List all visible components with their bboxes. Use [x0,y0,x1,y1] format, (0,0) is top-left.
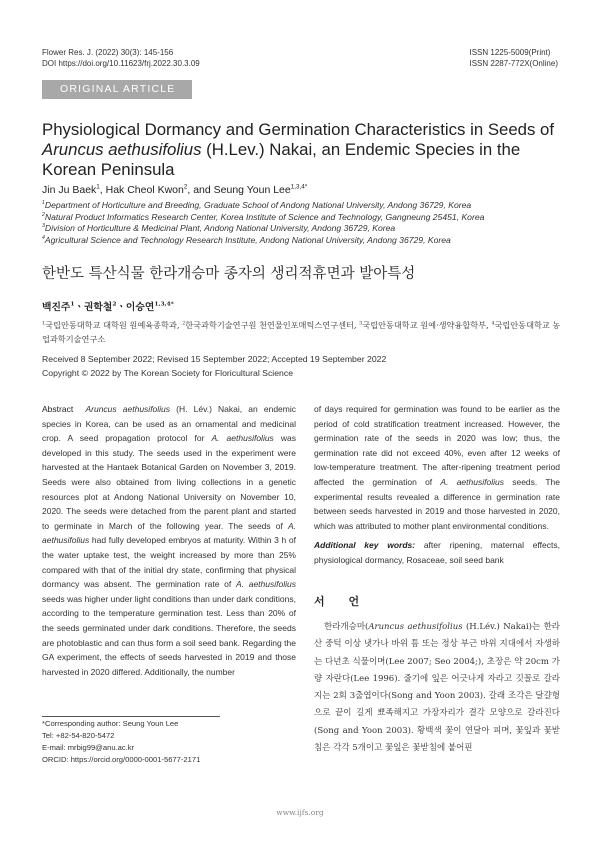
keywords [314,538,560,567]
korean-author-name: ㆍ권학철 [74,302,113,313]
received-revised-accepted: Received 8 September 2022; Revised 15 September 2022; Accepted 19 September 2022 [42,354,387,364]
section-heading-introduction: 서 언 [314,595,370,608]
species-name: A. aethusifolius [440,476,504,487]
title-species: Aruncus aethusifolius [42,140,202,159]
journal-header [42,47,200,69]
abstract-text: was developed in this study. The seeds used in the experiment were harvested at the Hantaek Botanical Garden on November 3, 2019. Seeds were also obtained from living collections in a genetic resources plot at Andong National University on November 10, 2020. The seeds were detached from the parent plant and started to germinate in March of the following year. The seeds of [42,433,296,531]
issn-block [470,47,559,69]
abstract-paragraph-continued [314,402,560,533]
intro-text: (H.Lév.) Nakai)는 한라산 중턱 이상 냇가나 바위 틈 또는 정상 부근 바위 지대에서 자생하는 다년초 식물이며(Lee 2007; Seo 2004;), 초장은 약 20cm 가량 자란다(Lee 1996). 줄기에 잎은 어긋나게 자라고 깃꼴로 갈라지는 2회 3출엽이다(Song and Yoon 2003). 갈래 조각은 달걀형으로 끝이 길게 뾰족해지고 가장자리가 결각 모양으로 갈라진다(Song and Yoon 2003). 황백색 꽃이 연달아 피며, 꽃잎과 꽃받침은 각각 5개이고 꽃잎은 꽃받침에 붙어핀 [314,622,560,754]
copyright-notice: Copyright © 2022 by The Korean Society for Floricultural Science [42,368,294,378]
abstract-left-column [42,402,296,679]
author-list [42,184,307,197]
affiliation-number: 3 [359,320,363,327]
abstract-text: had fully developed embryos at maturity. Within 3 h of the water uptake test, the weight increased by more than 25% compared with that of the initial dry state, confirming that physical dormancy was absent. The germination rate of [42,535,296,590]
journal-citation: Flower Res. J. (2022) 30(3): 145-156 [42,48,174,57]
abstract-paragraph [42,402,296,679]
abstract-text: of days required for germination was found to be earlier as the period of cold stratification treatment increased. However, the germination rate of the seeds in 2020 was low; thus, the germination rate did not exceed 40%, even after 12 weeks of low-temperature treatment. The after-ripening treatment period affected the germination of [314,404,560,487]
affiliation-item [42,223,562,235]
keywords-text: after ripening, maternal effects, physiological dormancy, Rosaceae, soil seed bank [314,540,560,565]
author-name: , Hak Cheol Kwon [99,184,184,196]
author-affil-mark: 1,3,4* [154,300,174,308]
abstract-right-column [314,402,560,568]
title-part-1: Physiological Dormancy and Germination Characteristics in Seeds of [42,120,555,139]
author-affil-mark: 1 [96,183,100,191]
author-affil-mark: 2 [183,183,188,191]
intro-text: 한라개승마( [324,622,369,632]
introduction-paragraph [314,619,560,757]
keywords-label: Additional key words: [314,540,416,551]
author-affil-mark: 2 [112,300,117,308]
korean-author-name: ㆍ이승연 [116,302,155,313]
email-link[interactable]: E-mail: mrbig99@anu.ac.kr [42,743,135,752]
doi-link[interactable]: DOI https://doi.org/10.11623/frj.2022.30.3.09 [42,59,200,68]
abstract-label: Abstract [42,404,74,414]
author-affil-mark: 1,3,4* [290,183,308,191]
article-type-banner: ORIGINAL ARTICLE [42,80,192,99]
affiliation-text: 국립안동대학교 농업과학기술연구소 [42,320,561,344]
author-name: , and Seung Youn Lee [187,184,291,196]
issn-online: ISSN 2287-772X(Online) [469,59,558,68]
affiliation-text: 국립안동대학교 원예·생약융합학부, [362,320,492,330]
footnote-divider [42,716,220,717]
korean-affiliations [42,318,562,346]
title-part-2: (H.Lev.) Nakai, an Endemic Species in the Korean Peninsula [42,140,521,179]
species-name: Aruncus aethusifolius [368,622,463,632]
author-affil-mark: 1 [70,300,75,308]
affiliation-list [42,200,562,246]
species-name: Aruncus aethusifolius [85,404,171,414]
affiliation-item [42,200,562,212]
issn-print: ISSN 1225-5009(Print) [469,48,551,57]
affiliation-text: Division of Horticulture & Medicinal Plant, Andong National University, Andong 36729, Korea [44,223,396,234]
affiliation-number: 1 [42,320,46,327]
affiliation-item [42,212,562,224]
article-dates [42,352,386,380]
species-name: A. aethusifolius [211,433,274,444]
footer-website[interactable]: www.ijfs.org [276,808,324,817]
abstract-text: seeds was higher under light conditions than under dark conditions, according to the temperature germination test. Less than 20% of the seeds germinated under dark conditions. Therefore, the seeds are photoblastic and can thus form a soil seed bank. Regarding the GA experiment, the effects of seeds harvested in 2019 and those harvested in 2020 differed. Additionally, the number [42,593,296,677]
affiliation-text: 국립안동대학교 대학원 원예육종학과, [45,320,183,330]
affiliation-number: 1 [42,200,45,207]
corresponding-author-footnote [42,718,200,766]
species-name: A. aethusifolius [42,520,296,546]
affiliation-text: Department of Horticulture and Breeding, Graduate School of Andong National University, Andong 36729, Korea [44,200,472,210]
article-title [42,120,562,180]
korean-author-list [42,299,174,313]
korean-title: 한반도 특산식물 한라개승마 종자의 생리적휴면과 발아특성 [42,266,416,282]
affiliation-number: 3 [42,223,45,230]
affiliation-text: Agricultural Science and Technology Research Institute, Andong National University, Andong 36729, Korea [44,234,451,245]
abstract-text: (H. Lév.) Nakai, an endemic species in Korea, can be used as an ornamental and medicinal crop. A seed propagation protocol for [42,404,296,444]
species-name: A. aethusifolius [235,579,296,590]
author-name: Jin Ju Baek [42,184,97,196]
affiliation-text: Natural Product Informatics Research Center, Korea Institute of Science and Technology, Gangneung 25451, Korea [44,211,485,222]
affiliation-item [42,235,562,247]
introduction-text [314,619,560,757]
affiliation-number: 2 [182,320,186,327]
affiliation-text: 한국과학기술연구원 천연물인포매틱스연구센터, [185,320,360,330]
affiliation-number: 2 [42,211,45,218]
telephone: Tel: +82-54-820-5472 [42,731,115,740]
affiliation-number: 4 [491,320,495,327]
corresponding-author: *Corresponding author: Seung Youn Lee [42,719,179,728]
orcid-link[interactable]: ORCID: https://orcid.org/0000-0001-5677-2171 [42,755,201,764]
abstract-text: seeds. The experimental results revealed a difference in germination rate between seeds harvested in 2019 and those harvested in 2020, which was attributed to mother plant environmental conditions. [314,476,561,531]
korean-author-name: 백진주 [42,302,71,313]
affiliation-number: 4 [42,234,45,241]
